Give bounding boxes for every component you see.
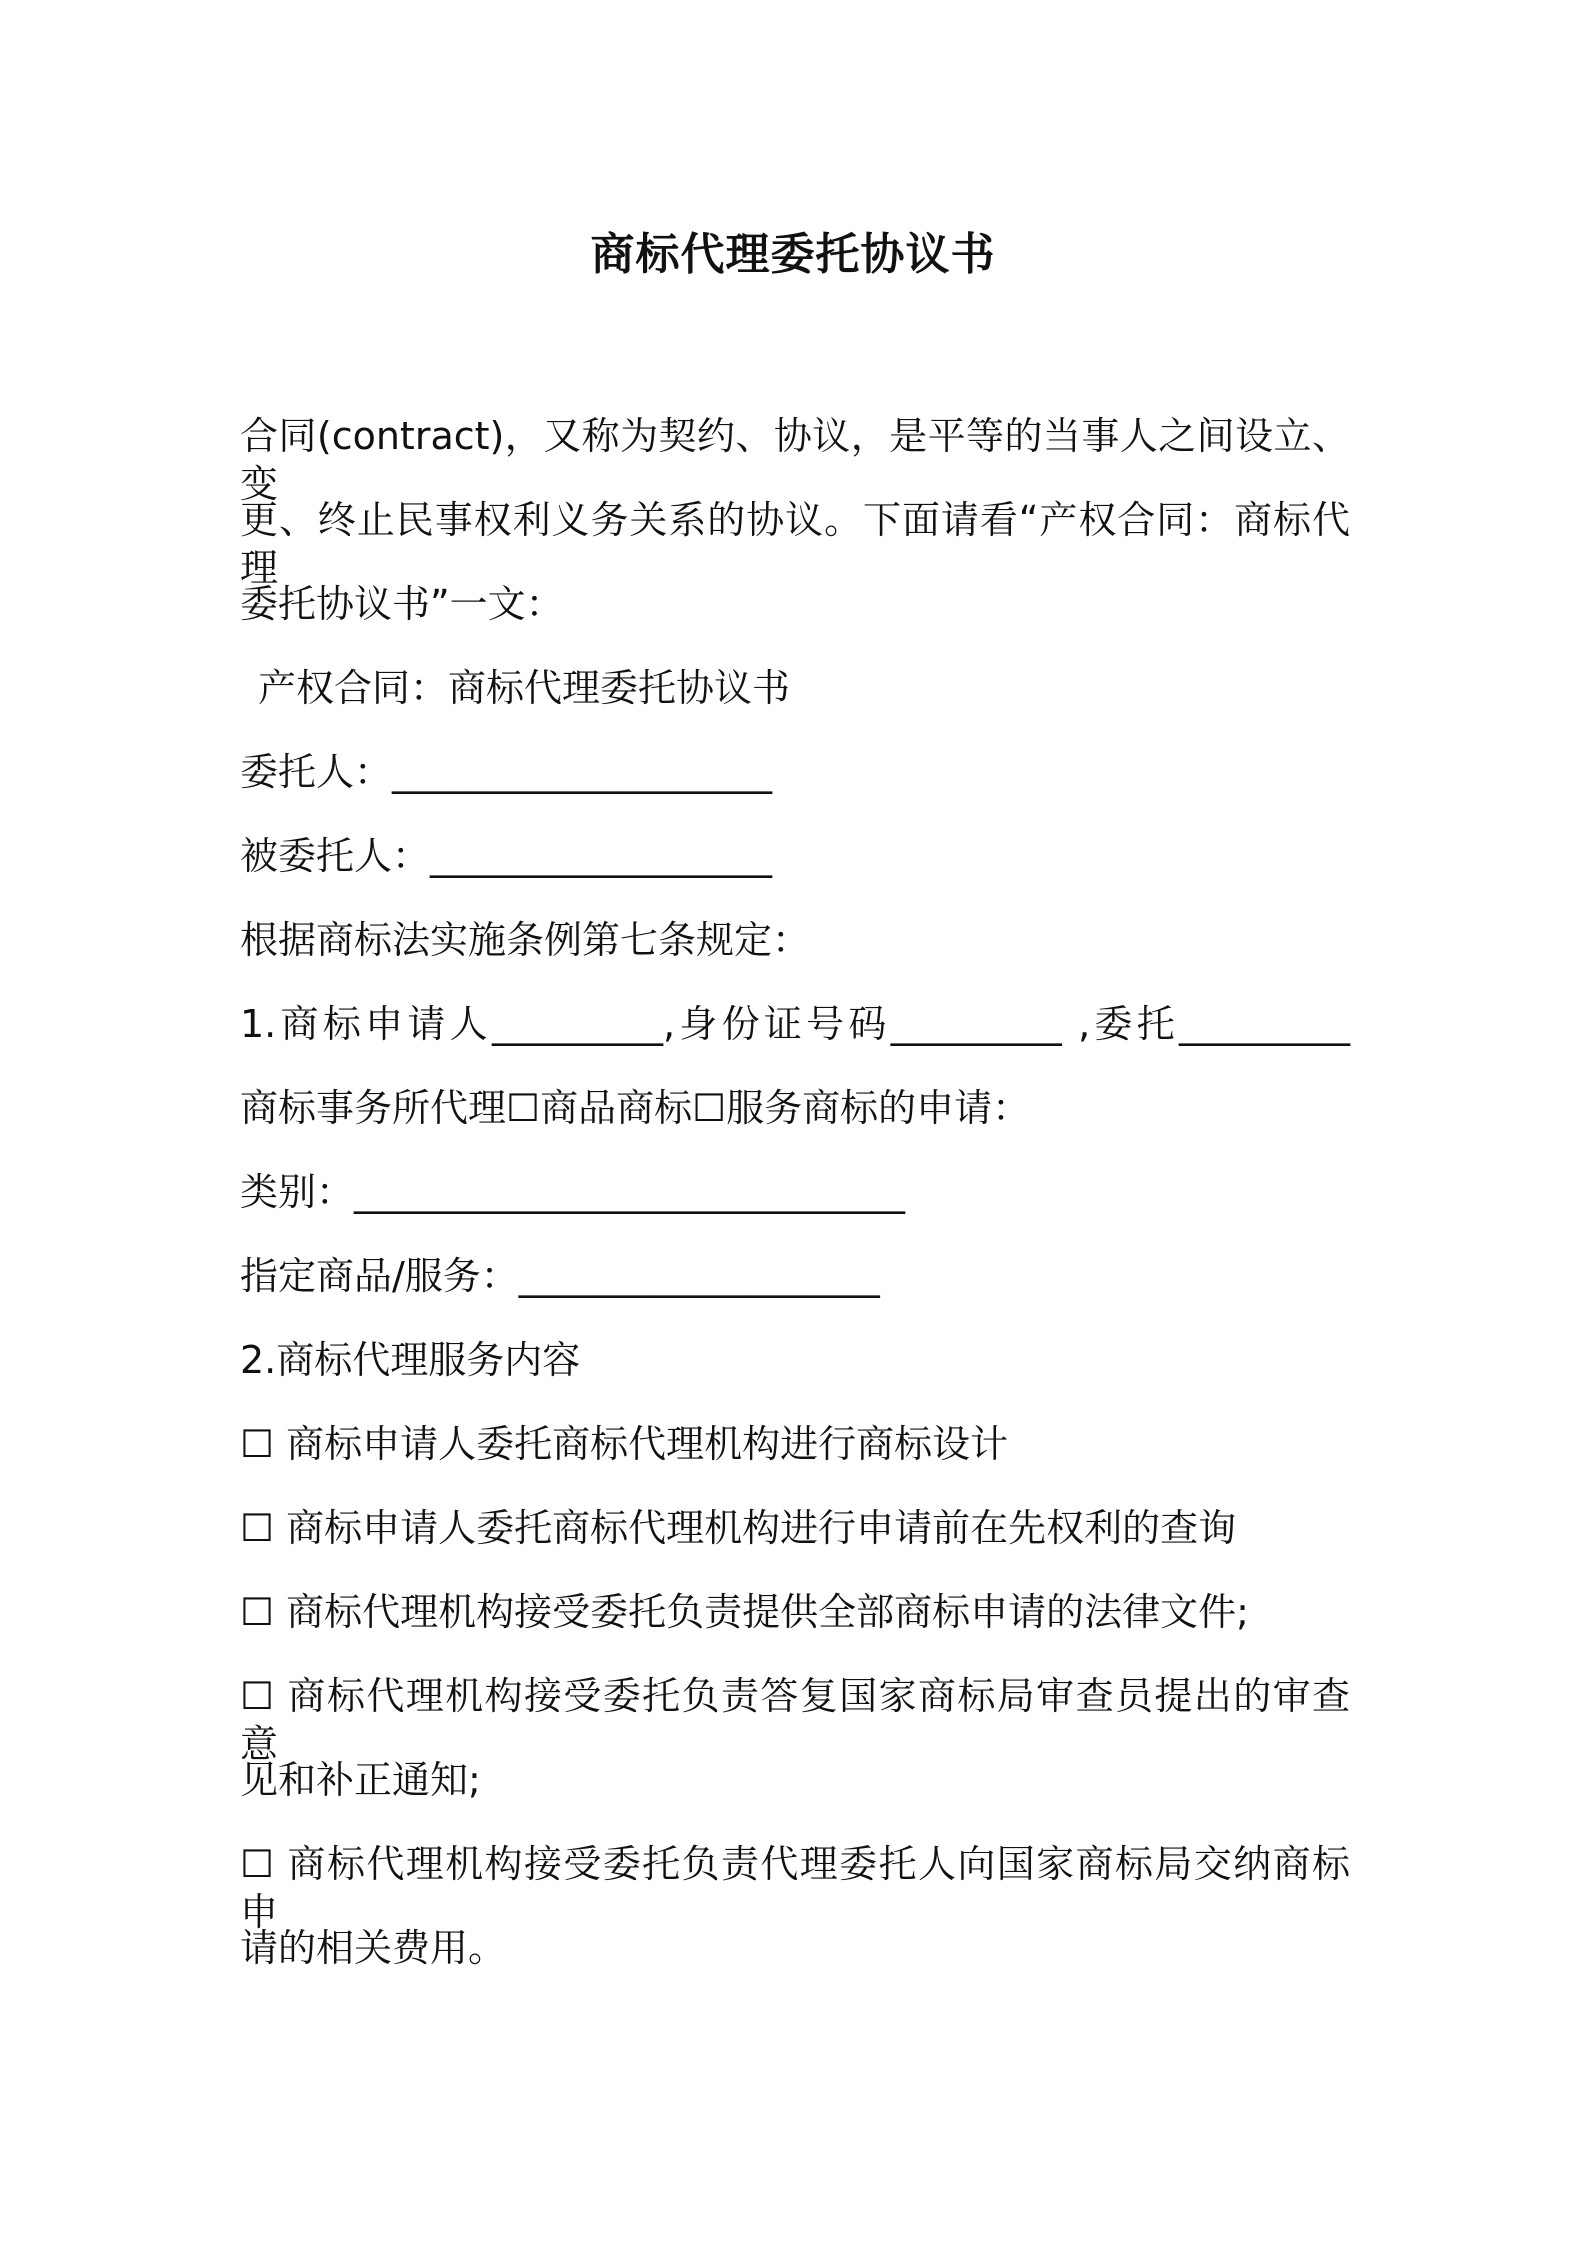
service-item-response-line-1: ☐ 商标代理机构接受委托负责答复国家商标局审查员提出的审查意 <box>240 1674 1350 1766</box>
intro-line-1: 合同(contract)，又称为契约、协议，是平等的当事人之间设立、变 <box>240 414 1350 506</box>
intro-line-3: 委托协议书”一文： <box>240 582 564 626</box>
item2-heading: 2.商标代理服务内容 <box>240 1338 581 1382</box>
service-item-documents: ☐ 商标代理机构接受委托负责提供全部商标申请的法律文件; <box>240 1590 1249 1634</box>
document-title: 商标代理委托协议书 <box>590 229 996 280</box>
service-item-design: ☐ 商标申请人委托商标代理机构进行商标设计 <box>240 1422 1009 1466</box>
service-item-response-line-2: 见和补正通知; <box>240 1758 481 1802</box>
subtitle: 产权合同：商标代理委托协议书 <box>258 666 791 710</box>
service-item-search: ☐ 商标申请人委托商标代理机构进行申请前在先权利的查询 <box>240 1506 1237 1550</box>
item1-line-2: 商标事务所代理☐商品商标☐服务商标的申请： <box>240 1086 1031 1130</box>
service-item-fees-line-1: ☐ 商标代理机构接受委托负责代理委托人向国家商标局交纳商标申 <box>240 1842 1350 1934</box>
item1-line-1: 1.商标申请人_________,身份证号码_________ ,委托_________ <box>240 1002 1350 1046</box>
service-item-fees-line-2: 请的相关费用。 <box>240 1926 507 1970</box>
category-field: 类别：_____________________________ <box>240 1170 906 1214</box>
goods-services-field: 指定商品/服务：___________________ <box>240 1254 880 1298</box>
intro-line-2: 更、终止民事权利义务关系的协议。下面请看“产权合同：商标代理 <box>240 498 1350 590</box>
client-field: 委托人：____________________ <box>240 750 773 794</box>
legal-basis: 根据商标法实施条例第七条规定： <box>240 918 811 962</box>
agent-field: 被委托人：__________________ <box>240 834 773 878</box>
